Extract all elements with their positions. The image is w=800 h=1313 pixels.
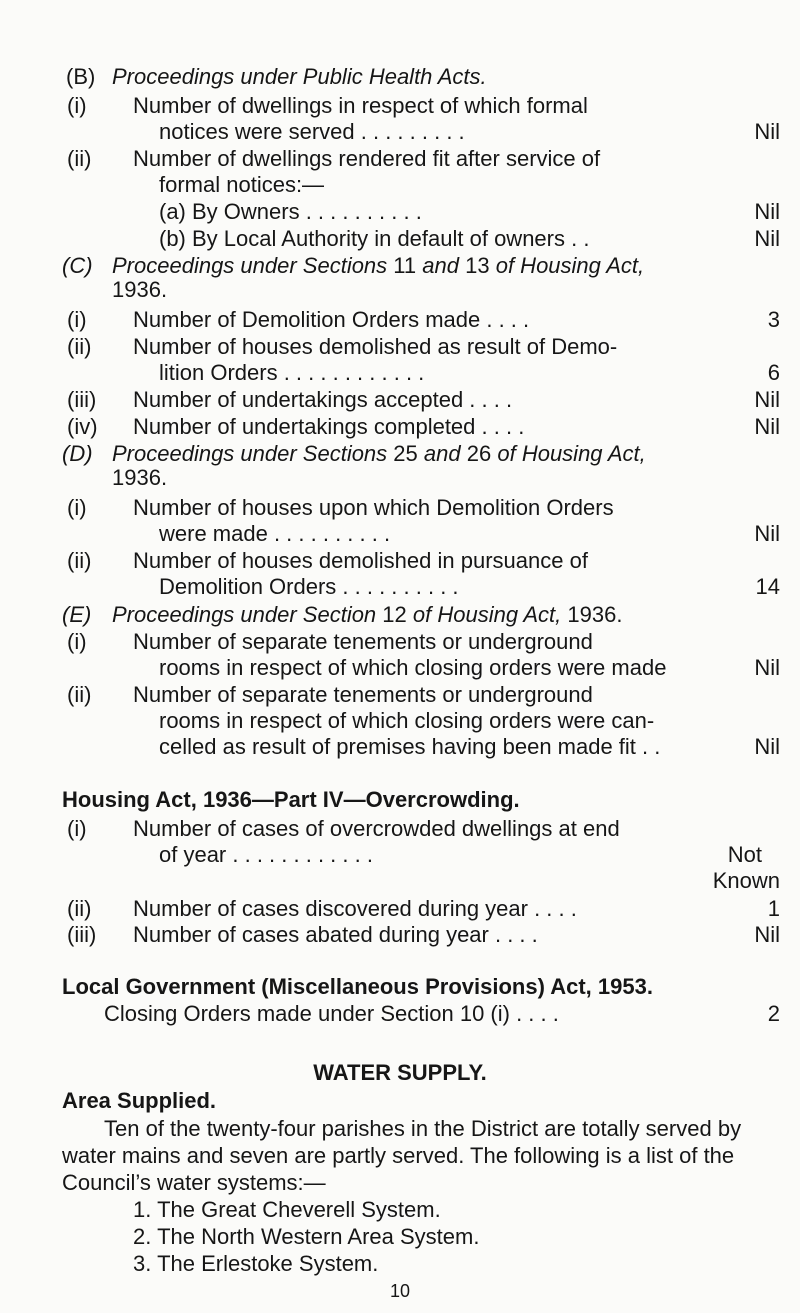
item-number: (ii) bbox=[67, 548, 92, 573]
item-value: Nil bbox=[754, 414, 780, 439]
item-text-line2: rooms in respect of which closing orders were made bbox=[159, 655, 667, 680]
item-value: Nil bbox=[754, 119, 780, 144]
item-number: (i) bbox=[67, 816, 87, 841]
item-number: (i) bbox=[67, 629, 87, 654]
item-number: (i) bbox=[67, 93, 87, 118]
title-part: Proceedings under Section bbox=[112, 602, 377, 627]
item-text-line1: Number of houses demolished in pursuance of bbox=[133, 548, 588, 573]
title-part: of Housing Act, bbox=[497, 441, 646, 466]
title-part: of Housing Act, bbox=[495, 253, 645, 278]
item-number: (iii) bbox=[67, 387, 97, 412]
item-value: 3 bbox=[767, 307, 780, 332]
item-text-line1: Number of cases of overcrowded dwellings at end bbox=[133, 816, 620, 841]
item-text-line1: Number of cases discovered during year . . . . bbox=[133, 896, 577, 921]
item-number: (ii) bbox=[67, 682, 92, 707]
item-text-line2: lition Orders . . . . . . . . . . . . bbox=[159, 360, 425, 385]
water-list-item: 1. The Great Cheverell System. bbox=[133, 1197, 441, 1222]
item-value: 1 bbox=[767, 896, 780, 921]
item-text-line1: Number of undertakings completed . . . . bbox=[133, 414, 525, 439]
sub-item-value: Nil bbox=[754, 226, 780, 251]
item-number: (iv) bbox=[67, 414, 98, 439]
item-value: Nil bbox=[754, 922, 780, 947]
title-part: 25 bbox=[393, 441, 418, 466]
sub-item-value: Nil bbox=[754, 199, 780, 224]
item-text-line2: of year . . . . . . . . . . . . bbox=[159, 842, 373, 867]
water-para-line2: water mains and seven are partly served. The following is a list of the bbox=[62, 1143, 735, 1168]
water-subheading: Area Supplied. bbox=[62, 1088, 217, 1113]
title-part: of Housing Act, bbox=[412, 602, 562, 627]
section-c-letter: (C) bbox=[62, 253, 93, 278]
item-value-line1: Not bbox=[727, 842, 762, 867]
item-text-line2: rooms in respect of which closing orders were can- bbox=[159, 708, 655, 733]
item-text-line1: Number of undertakings accepted . . . . bbox=[133, 387, 513, 412]
title-part: 1936. bbox=[567, 602, 623, 627]
section-d-year: 1936. bbox=[112, 465, 168, 490]
item-value-line2: Known bbox=[712, 868, 780, 893]
item-number: (ii) bbox=[67, 896, 92, 921]
item-text-line2: formal notices:— bbox=[159, 172, 325, 197]
title-part: 26 bbox=[466, 441, 492, 466]
item-text-line1: Number of Demolition Orders made . . . . bbox=[133, 307, 530, 332]
item-number: (ii) bbox=[67, 334, 92, 359]
title-part: and bbox=[423, 441, 461, 466]
water-list-item: 2. The North Western Area System. bbox=[133, 1224, 480, 1249]
water-heading: WATER SUPPLY. bbox=[313, 1060, 487, 1085]
item-text-line1: Number of dwellings rendered fit after service of bbox=[133, 146, 601, 171]
page-number: 10 bbox=[389, 1281, 411, 1301]
item-text-line2: were made . . . . . . . . . . bbox=[159, 521, 391, 546]
item-value: Nil bbox=[754, 734, 780, 759]
section-d-title bbox=[112, 441, 646, 467]
section-b-letter: (B) bbox=[66, 64, 96, 89]
item-value: Nil bbox=[754, 387, 780, 412]
sub-item-text: (b) By Local Authority in default of owners . . bbox=[159, 226, 590, 251]
section-e-letter: (E) bbox=[62, 602, 92, 627]
title-part: and bbox=[422, 253, 459, 278]
title-part: 12 bbox=[382, 602, 407, 627]
sub-item-text: (a) By Owners . . . . . . . . . . bbox=[159, 199, 422, 224]
section-e-title bbox=[112, 602, 622, 628]
title-part: 13 bbox=[465, 253, 490, 278]
item-number: (i) bbox=[67, 307, 87, 332]
section-c-year: 1936. bbox=[112, 277, 168, 302]
item-text-line1: Number of houses demolished as result of Demo- bbox=[133, 334, 618, 359]
item-text-line1: Number of separate tenements or underground bbox=[133, 682, 593, 707]
water-para-line1: Ten of the twenty-four parishes in the District are totally served by bbox=[104, 1116, 742, 1141]
item-number: (i) bbox=[67, 495, 87, 520]
water-para-line3: Council’s water systems:— bbox=[62, 1170, 326, 1195]
title-part: Proceedings under Sections bbox=[112, 253, 388, 278]
local-gov-text: Closing Orders made under Section 10 (i) . . . . bbox=[104, 1001, 559, 1026]
item-text-line1: Number of separate tenements or underground bbox=[133, 629, 593, 654]
item-text-line3: celled as result of premises having been made fit . . bbox=[159, 734, 661, 759]
section-d-letter: (D) bbox=[62, 441, 93, 466]
water-list-item: 3. The Erlestoke System. bbox=[133, 1251, 379, 1276]
local-gov-value: 2 bbox=[767, 1001, 780, 1026]
item-number: (ii) bbox=[67, 146, 92, 171]
overcrowding-heading: Housing Act, 1936—Part IV—Overcrowding. bbox=[62, 787, 520, 812]
item-value: Nil bbox=[754, 655, 780, 680]
section-b-title: Proceedings under Public Health Acts. bbox=[112, 64, 487, 89]
item-text-line1: Number of dwellings in respect of which formal bbox=[133, 93, 588, 118]
item-text-line2: Demolition Orders . . . . . . . . . . bbox=[159, 574, 459, 599]
local-gov-heading: Local Government (Miscellaneous Provisions) Act, 1953. bbox=[62, 974, 653, 999]
item-text-line1: Number of houses upon which Demolition Orders bbox=[133, 495, 614, 520]
item-number: (iii) bbox=[67, 922, 97, 947]
item-value: Nil bbox=[754, 521, 780, 546]
item-value: 14 bbox=[755, 574, 780, 599]
section-c-title bbox=[112, 253, 644, 279]
title-part: Proceedings under Sections bbox=[112, 441, 388, 466]
item-value: 6 bbox=[767, 360, 780, 385]
title-part: 11 bbox=[393, 253, 417, 278]
item-text-line2: notices were served . . . . . . . . . bbox=[159, 119, 465, 144]
item-text-line1: Number of cases abated during year . . . . bbox=[133, 922, 538, 947]
